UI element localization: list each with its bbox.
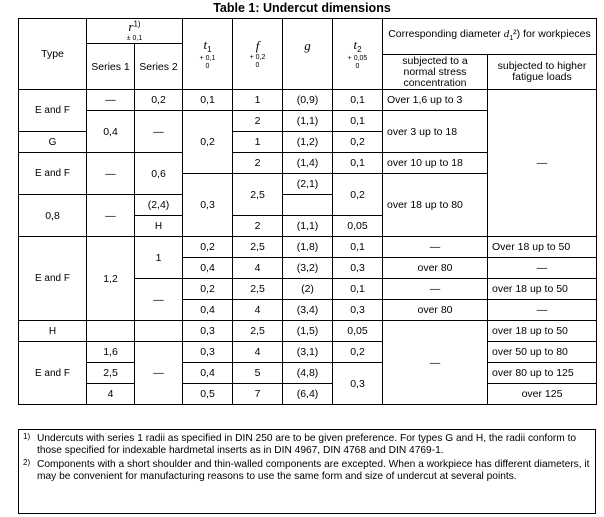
- footnote-2: [23, 459, 591, 482]
- fatigue-cell: —: [488, 300, 597, 321]
- t2-cell: 0,05: [333, 321, 383, 342]
- f-symbol: f: [255, 38, 260, 53]
- d-subscript: 1: [509, 35, 514, 43]
- t2-subscript: 2: [357, 45, 362, 55]
- t2-cell: 0,1: [333, 279, 383, 300]
- g-cell: (3,2): [283, 258, 333, 279]
- g-cell: (1,4): [283, 153, 333, 174]
- type-cell: E and F: [19, 153, 87, 195]
- series1-cell: —: [87, 90, 135, 111]
- g-cell: (1,5): [283, 321, 333, 342]
- fatigue-cell: over 125: [488, 384, 597, 405]
- series2-cell: —: [87, 195, 135, 237]
- fatigue-cell: over 50 up to 80: [488, 342, 597, 363]
- series2-cell: —: [135, 342, 183, 405]
- f-cell: 2: [233, 153, 283, 174]
- t2-cell: 0,3: [333, 258, 383, 279]
- d-symbol: d: [503, 27, 510, 40]
- t1-symbol: t: [203, 37, 208, 53]
- g-cell: (2,4): [135, 195, 183, 216]
- f-cell: 4: [233, 300, 283, 321]
- g-cell: (3,1): [283, 342, 333, 363]
- t1-cell: 0,4: [183, 258, 233, 279]
- f-cell: 4: [233, 258, 283, 279]
- fatigue-cell: over 18 up to 50: [488, 321, 597, 342]
- t1-cell: 0,4: [183, 363, 233, 384]
- series2-cell: 0,2: [135, 90, 183, 111]
- t2-tolerance-upper: + 0,05: [347, 54, 368, 62]
- t1-cell: 0,3: [183, 321, 233, 342]
- t2-cell: 0,3: [333, 300, 383, 321]
- r-symbol: r: [128, 19, 134, 34]
- g-cell: (0,9): [283, 90, 333, 111]
- header-series-1: Series 1: [87, 44, 135, 90]
- r-tolerance: ± 0,1: [126, 35, 143, 42]
- t2-cell: 0,1: [333, 111, 383, 132]
- f-cell: 2: [233, 216, 283, 237]
- t1-cell: 0,3: [183, 174, 233, 237]
- type-cell: E and F: [19, 90, 87, 132]
- f-cell: 2,5: [233, 279, 283, 300]
- footnote-1-text: Undercuts with series 1 radii as specified in DIN 250 are to be given preference. For types G and H, the radii conform to those specified for indexable hardmetal inserts as in DIN 4967, DIN 4768 and DIN 4769-1.: [37, 433, 577, 456]
- normal-stress-cell: Over 1,6 up to 3: [383, 90, 488, 111]
- type-cell: H: [19, 321, 87, 342]
- f-cell: 4: [233, 342, 283, 363]
- t1-subscript: 1: [207, 45, 212, 55]
- t1-cell: 0,1: [183, 90, 233, 111]
- normal-stress-cell: over 10 up to 18: [383, 153, 488, 174]
- g-symbol: g: [304, 38, 311, 53]
- f-tolerance-lower: 0: [255, 62, 260, 69]
- series1-cell: 0,4: [87, 111, 135, 153]
- t1-tolerance-lower: 0: [205, 62, 210, 70]
- header-fatigue-loads: subjected to higher fatigue loads: [488, 55, 597, 90]
- header-f: [233, 19, 283, 90]
- t2-cell: 0,1: [333, 153, 383, 174]
- t2-symbol: t: [353, 37, 358, 53]
- diameter-label-end: ²) for workpieces: [513, 27, 591, 40]
- series1-cell: 2,5: [87, 363, 135, 384]
- header-series-2: Series 2: [135, 44, 183, 90]
- t1-cell: 0,2: [183, 237, 233, 258]
- t1-cell: 0,5: [183, 384, 233, 405]
- fatigue-cell: over 80 up to 125: [488, 363, 597, 384]
- r-footnote-mark: 1): [133, 19, 141, 29]
- series1-cell: 1,2: [87, 237, 135, 321]
- g-cell: (2): [283, 279, 333, 300]
- t1-cell: 0,2: [183, 279, 233, 300]
- t2-cell: 0,2: [333, 132, 383, 153]
- fatigue-cell: —: [488, 90, 597, 237]
- g-cell: (1,1): [283, 216, 333, 237]
- f-cell: 2,5: [233, 237, 283, 258]
- f-cell: 1: [233, 132, 283, 153]
- header-g: [283, 19, 333, 90]
- t2-cell: 0,3: [333, 363, 383, 405]
- series2-cell: —: [135, 111, 183, 153]
- f-tolerance-upper: + 0,2: [249, 54, 266, 61]
- table-title: Table 1: Undercut dimensions: [213, 1, 391, 15]
- header-t2: [333, 19, 383, 90]
- t1-tolerance-upper: + 0,1: [199, 54, 216, 62]
- header-r: [87, 19, 183, 44]
- t2-cell: 0,2: [333, 342, 383, 363]
- t2-cell: 0,1: [333, 237, 383, 258]
- header-type: Type: [19, 19, 87, 90]
- header-t1: [183, 19, 233, 90]
- normal-stress-cell: over 80: [383, 258, 488, 279]
- series1-cell: 0,8: [19, 195, 87, 237]
- undercut-dimensions-table: [18, 18, 597, 405]
- series1-cell: —: [87, 153, 135, 195]
- t1-cell: 0,4: [183, 300, 233, 321]
- t2-cell: 0,1: [333, 90, 383, 111]
- t2-tolerance-lower: 0: [355, 62, 360, 70]
- g-cell: (2,1): [283, 174, 333, 195]
- t2-cell: 0,2: [333, 174, 383, 216]
- g-cell: (1,8): [283, 237, 333, 258]
- t1-cell: 0,2: [183, 111, 233, 174]
- t2-cell: 0,05: [333, 216, 383, 237]
- f-cell: 5: [233, 363, 283, 384]
- type-cell: E and F: [19, 342, 87, 405]
- fatigue-cell: Over 18 up to 50: [488, 237, 597, 258]
- footnote-2-mark: 2): [23, 458, 31, 467]
- series2-cell: 1: [135, 237, 183, 279]
- normal-stress-cell: —: [383, 237, 488, 258]
- series1-cell: 4: [87, 384, 135, 405]
- type-cell: G: [19, 132, 87, 153]
- g-cell: (4,8): [283, 363, 333, 384]
- g-cell: (1,1): [283, 111, 333, 132]
- fatigue-cell: —: [488, 258, 597, 279]
- t1-cell: 0,3: [183, 342, 233, 363]
- footnote-1: [23, 433, 591, 456]
- diameter-label-start: Corresponding diameter: [388, 27, 504, 40]
- header-corresponding-diameter: [383, 19, 597, 55]
- series1-cell: 1,6: [87, 342, 135, 363]
- footnote-2-text: Components with a short shoulder and thin-walled components are excepted. When a workpiece has different diameters, it may be convenient for manufacturing reasons to use the same form and size of undercut at several points.: [37, 459, 590, 482]
- normal-stress-cell: over 80: [383, 300, 488, 321]
- header-normal-stress: subjected to a normal stress concentration: [383, 55, 488, 90]
- type-cell: H: [135, 216, 183, 237]
- f-cell: 2,5: [233, 321, 283, 342]
- normal-stress-cell: —: [383, 279, 488, 300]
- g-cell: (1,2): [283, 132, 333, 153]
- normal-stress-cell: —: [383, 321, 488, 405]
- fatigue-cell: over 18 up to 50: [488, 279, 597, 300]
- series1-cell: [87, 321, 135, 342]
- normal-stress-cell: over 18 up to 80: [383, 174, 488, 237]
- type-cell: E and F: [19, 237, 87, 321]
- f-cell: 7: [233, 384, 283, 405]
- g-cell: (6,4): [283, 384, 333, 405]
- footnotes: [18, 429, 596, 514]
- series2-cell: [135, 321, 183, 342]
- g-cell: (3,4): [283, 300, 333, 321]
- normal-stress-cell: over 3 up to 18: [383, 111, 488, 153]
- f-cell: 1: [233, 90, 283, 111]
- series2-cell: —: [135, 279, 183, 321]
- f-cell: 2,5: [233, 174, 283, 216]
- series2-cell: 0,6: [135, 153, 183, 195]
- f-cell: 2: [233, 111, 283, 132]
- footnote-1-mark: 1): [23, 432, 31, 441]
